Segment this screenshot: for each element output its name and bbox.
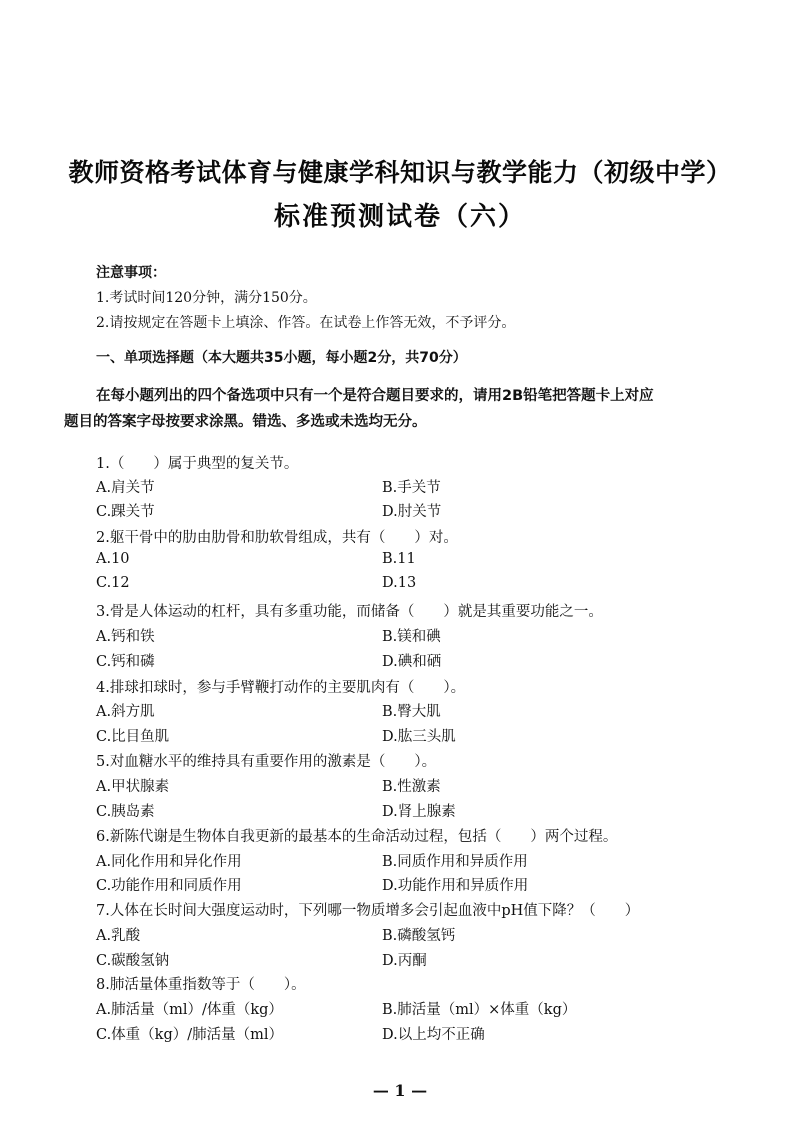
question-4-stem: 4.排球扣球时，参与手臂鞭打动作的主要肌肉有（ ）。: [96, 680, 466, 696]
question-6-stem: 6.新陈代谢是生物体自我更新的最基本的生命活动过程，包括（ ）两个过程。: [96, 829, 618, 845]
question-7-option-b: B.磷酸氢钙: [382, 928, 456, 944]
question-3-option-b: B.镁和碘: [382, 629, 441, 645]
question-8-option-b: B.肺活量（ml）×体重（kg）: [382, 1002, 577, 1018]
question-2-option-b: B.11: [382, 551, 416, 567]
question-3-option-c: C.钙和磷: [96, 654, 155, 670]
question-6-option-b: B.同质作用和异质作用: [382, 854, 528, 870]
question-2-option-d: D.13: [382, 575, 417, 591]
exam-title-line1: 教师资格考试体育与健康学科知识与教学能力（初级中学）: [68, 158, 732, 187]
notice-item-1: 1.考试时间120分钟，满分150分。: [96, 290, 317, 306]
question-8-option-a: A.肺活量（ml）/体重（kg）: [96, 1002, 283, 1018]
section-instruction-line1: 在每小题列出的四个备选项中只有一个是符合题目要求的，请用2B铅笔把答题卡上对应: [96, 388, 654, 404]
question-8-option-d: D.以上均不正确: [382, 1027, 485, 1043]
question-4-option-b: B.臀大肌: [382, 704, 441, 720]
question-4-option-d: D.肱三头肌: [382, 729, 456, 745]
notice-heading: 注意事项：: [96, 265, 166, 281]
question-5-option-d: D.肾上腺素: [382, 804, 456, 820]
question-1-option-d: D.肘关节: [382, 504, 442, 520]
section-heading: 一、单项选择题（本大题共35小题，每小题2分，共70分）: [96, 350, 467, 366]
question-3-stem: 3.骨是人体运动的杠杆，具有多重功能，而储备（ ）就是其重要功能之一。: [96, 604, 603, 620]
question-7-stem: 7.人体在长时间大强度运动时，下列哪一物质增多会引起血液中pH值下降？（ ）: [96, 903, 640, 919]
question-5-option-c: C.胰岛素: [96, 804, 155, 820]
question-8-option-c: C.体重（kg）/肺活量（ml）: [96, 1027, 284, 1043]
question-1-option-c: C.踝关节: [96, 504, 155, 520]
question-8-stem: 8.肺活量体重指数等于（ ）。: [96, 977, 306, 993]
question-2-stem: 2.躯干骨中的肋由肋骨和肋软骨组成，共有（ ）对。: [96, 530, 458, 546]
exam-title-line2: 标准预测试卷（六）: [273, 202, 526, 232]
question-1-option-a: A.肩关节: [96, 480, 155, 496]
question-3-option-d: D.碘和硒: [382, 654, 442, 670]
question-6-option-d: D.功能作用和异质作用: [382, 878, 529, 894]
question-5-option-a: A.甲状腺素: [96, 779, 170, 795]
question-2-option-a: A.10: [96, 551, 130, 567]
question-7-option-a: A.乳酸: [96, 928, 141, 944]
question-7-option-c: C.碳酸氢钠: [96, 953, 170, 969]
section-instruction-line2: 题目的答案字母按要求涂黑。错选、多选或未选均无分。: [64, 414, 427, 430]
question-5-option-b: B.性激素: [382, 779, 441, 795]
question-2-option-c: C.12: [96, 575, 130, 591]
question-1-stem: 1.（ ）属于典型的复关节。: [96, 456, 299, 472]
question-4-option-a: A.斜方肌: [96, 704, 155, 720]
page-number: — 1 —: [372, 1081, 428, 1100]
question-5-stem: 5.对血糖水平的维持具有重要作用的激素是（ ）。: [96, 754, 437, 770]
notice-item-2: 2.请按规定在答题卡上填涂、作答。在试卷上作答无效，不予评分。: [96, 315, 516, 331]
question-6-option-c: C.功能作用和同质作用: [96, 878, 242, 894]
question-4-option-c: C.比目鱼肌: [96, 729, 170, 745]
question-3-option-a: A.钙和铁: [96, 629, 155, 645]
question-7-option-d: D.丙酮: [382, 953, 427, 969]
question-6-option-a: A.同化作用和异化作用: [96, 854, 242, 870]
question-1-option-b: B.手关节: [382, 480, 441, 496]
